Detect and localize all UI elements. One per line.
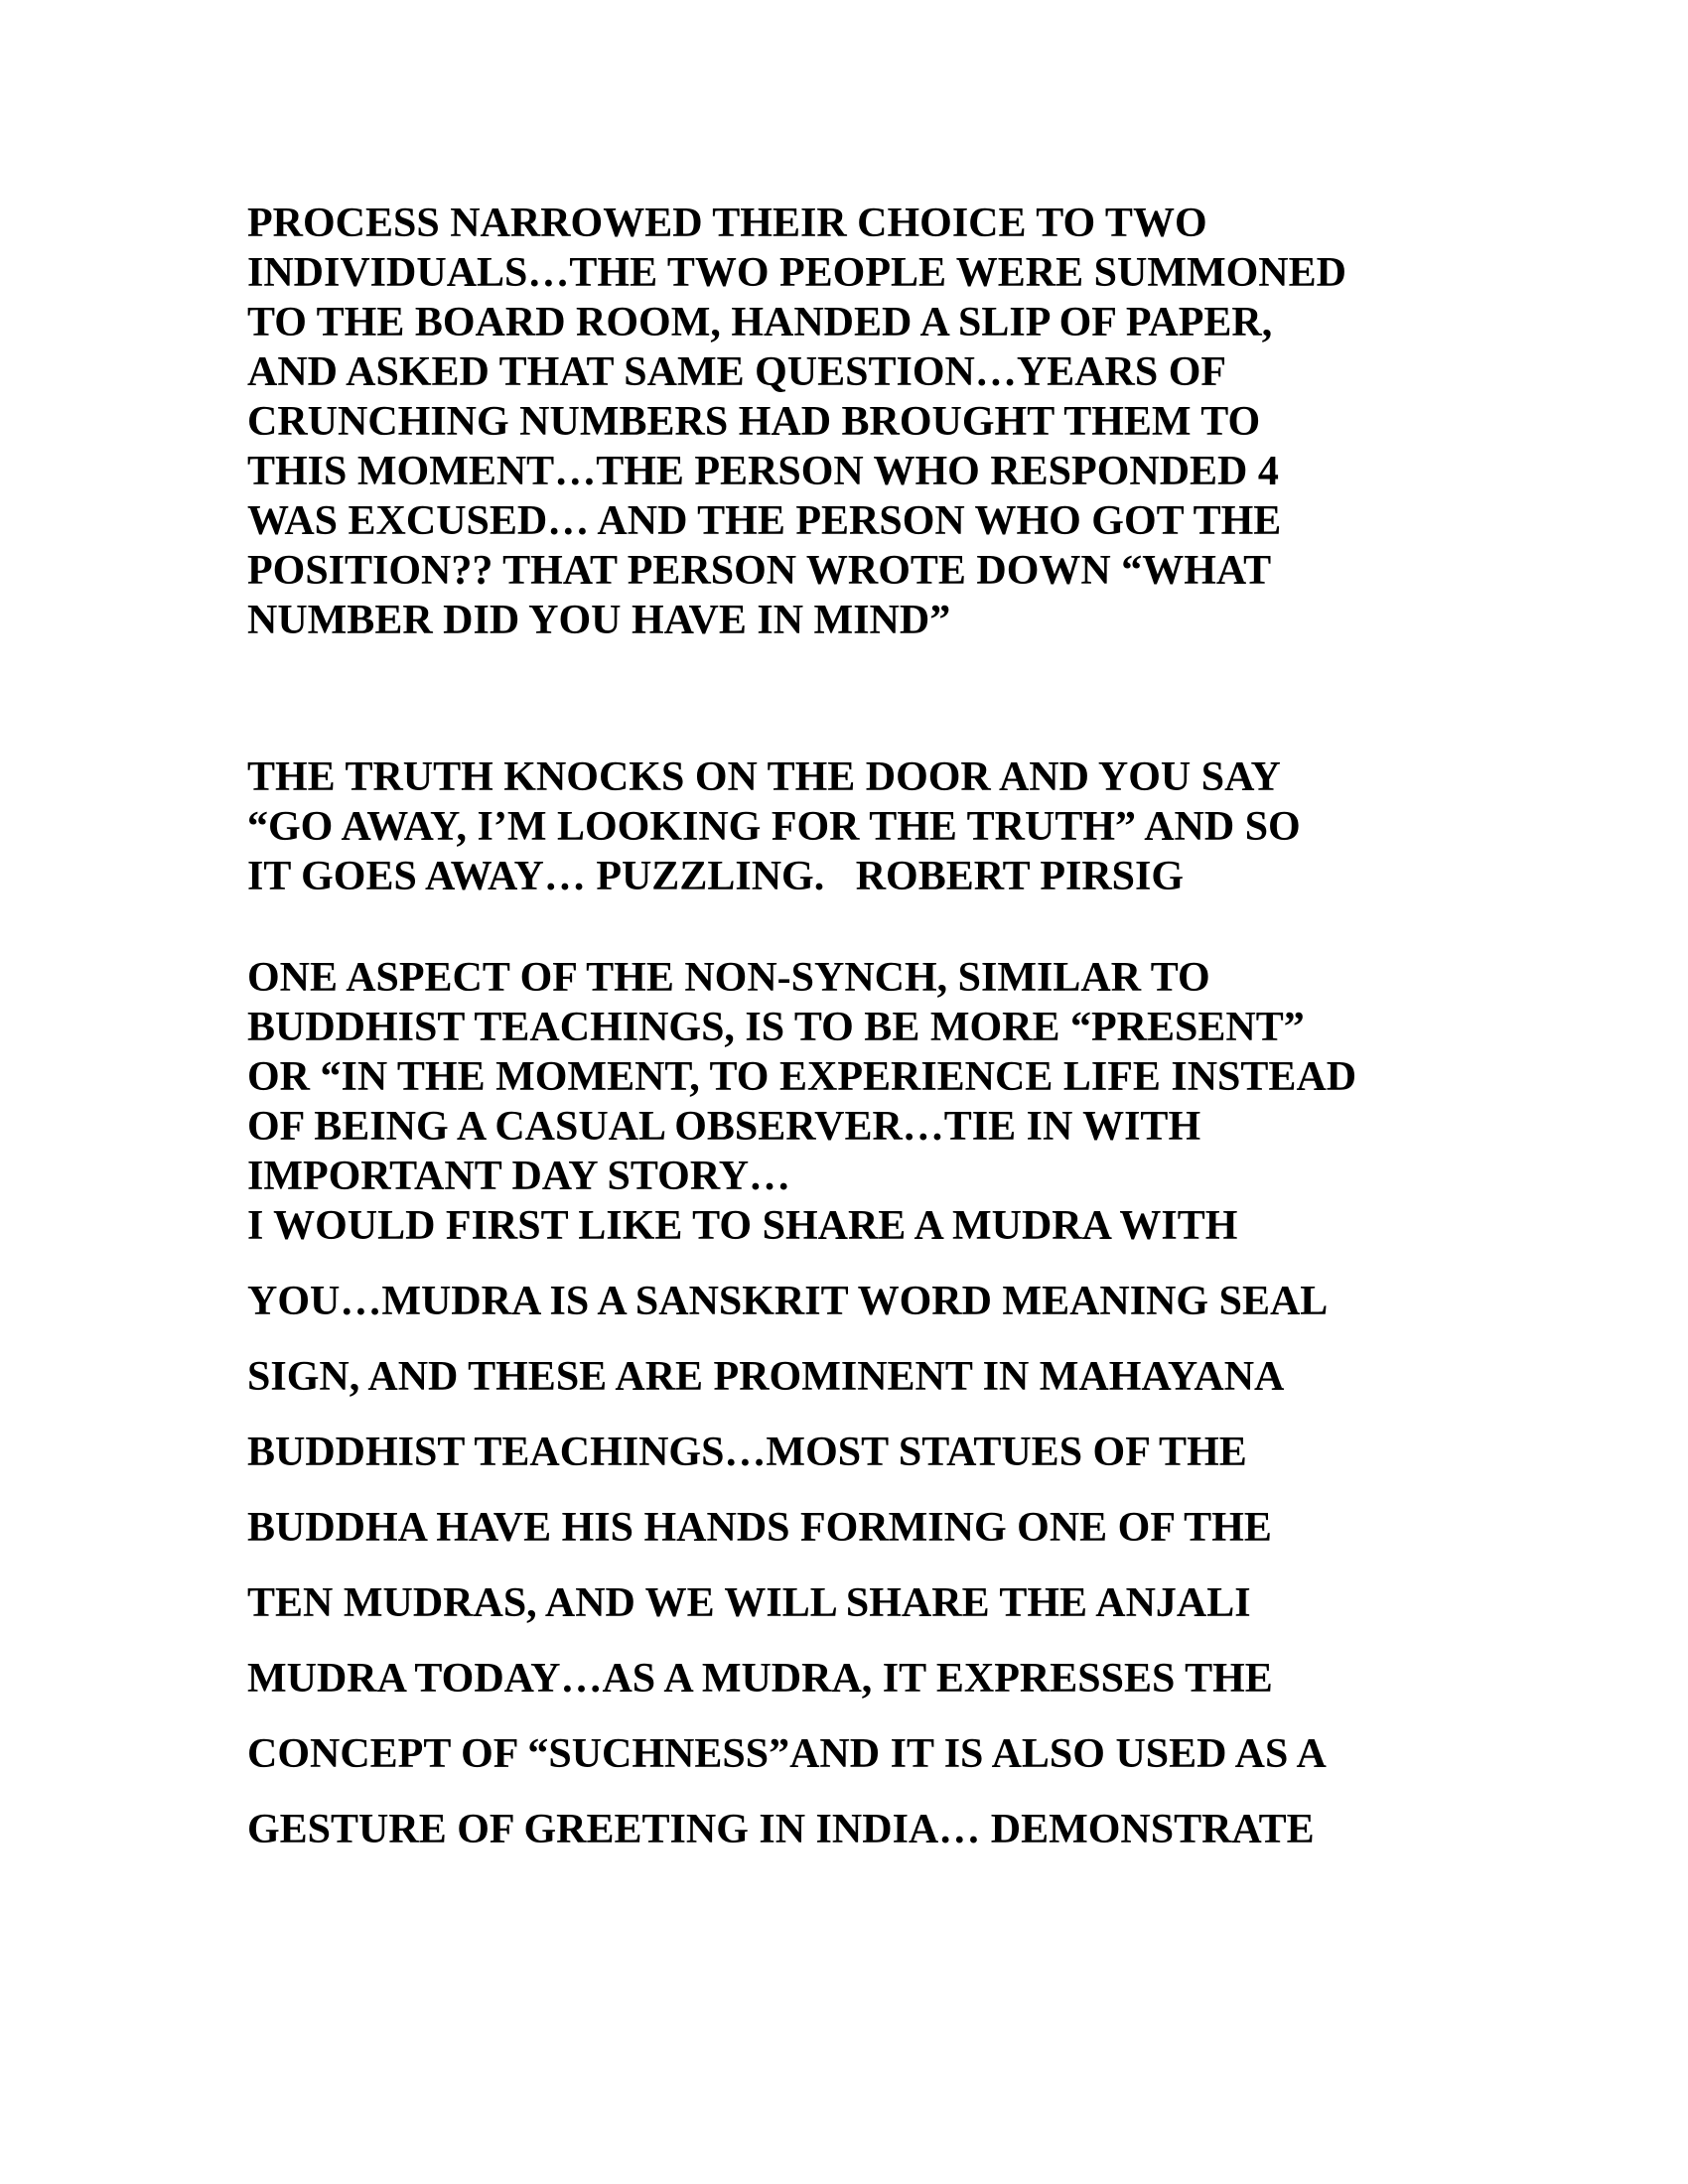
text-line: THIS MOMENT…THE PERSON WHO RESPONDED 4 bbox=[247, 449, 1279, 494]
text-line: “GO AWAY, I’M LOOKING FOR THE TRUTH” AND SO bbox=[247, 804, 1301, 850]
text-line: CRUNCHING NUMBERS HAD BROUGHT THEM TO bbox=[247, 399, 1261, 445]
text-line: ONE ASPECT OF THE NON-SYNCH, SIMILAR TO bbox=[247, 955, 1210, 1001]
text-line: CONCEPT OF “SUCHNESS”AND IT IS ALSO USED AS A bbox=[247, 1731, 1327, 1777]
text-line: INDIVIDUALS…THE TWO PEOPLE WERE SUMMONED bbox=[247, 250, 1346, 296]
text-line: BUDDHIST TEACHINGS, IS TO BE MORE “PRESENT” bbox=[247, 1005, 1305, 1050]
text-line: THE TRUTH KNOCKS ON THE DOOR AND YOU SAY bbox=[247, 754, 1281, 800]
text-line: GESTURE OF GREETING IN INDIA… DEMONSTRATE bbox=[247, 1807, 1315, 1852]
text-line: IT GOES AWAY… PUZZLING. ROBERT PIRSIG bbox=[247, 854, 1185, 899]
text-line: POSITION?? THAT PERSON WROTE DOWN “WHAT bbox=[247, 548, 1272, 594]
text-line: BUDDHIST TEACHINGS…MOST STATUES OF THE bbox=[247, 1430, 1247, 1475]
text-line: BUDDHA HAVE HIS HANDS FORMING ONE OF THE bbox=[247, 1505, 1272, 1551]
text-line: WAS EXCUSED… AND THE PERSON WHO GOT THE bbox=[247, 498, 1282, 544]
text-line: TO THE BOARD ROOM, HANDED A SLIP OF PAPER, bbox=[247, 300, 1273, 345]
text-line: TEN MUDRAS, AND WE WILL SHARE THE ANJALI bbox=[247, 1580, 1251, 1626]
text-line: NUMBER DID YOU HAVE IN MIND” bbox=[247, 598, 951, 643]
text-line: AND ASKED THAT SAME QUESTION…YEARS OF bbox=[247, 349, 1227, 395]
text-line: PROCESS NARROWED THEIR CHOICE TO TWO bbox=[247, 201, 1207, 246]
text-line: OR “IN THE MOMENT, TO EXPERIENCE LIFE INSTEAD bbox=[247, 1054, 1357, 1100]
text-line: I WOULD FIRST LIKE TO SHARE A MUDRA WITH bbox=[247, 1203, 1238, 1249]
text-line: YOU…MUDRA IS A SANSKRIT WORD MEANING SEAL bbox=[247, 1279, 1329, 1324]
text-line: IMPORTANT DAY STORY… bbox=[247, 1154, 791, 1199]
text-line: MUDRA TODAY…AS A MUDRA, IT EXPRESSES THE bbox=[247, 1656, 1273, 1702]
text-line: SIGN, AND THESE ARE PROMINENT IN MAHAYANA bbox=[247, 1354, 1285, 1400]
text-line: OF BEING A CASUAL OBSERVER…TIE IN WITH bbox=[247, 1104, 1201, 1150]
